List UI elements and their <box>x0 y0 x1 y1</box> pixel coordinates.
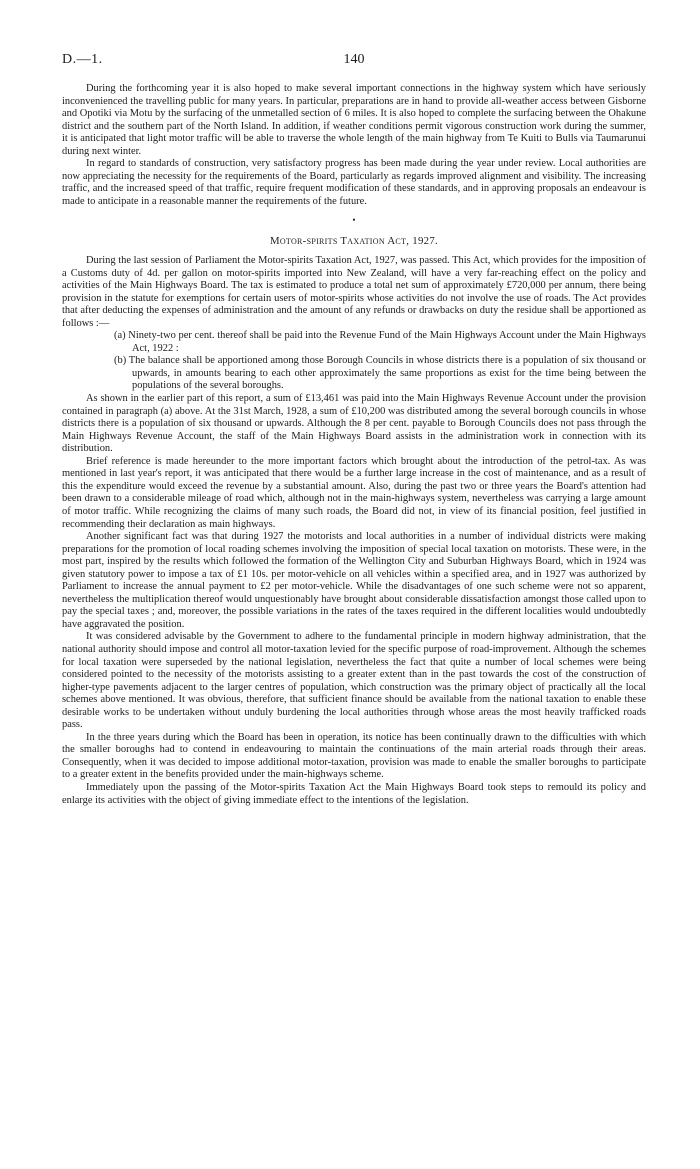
section-heading: Motor-spirits Taxation Act, 1927. <box>269 235 439 248</box>
paragraph-construction-standards: In regard to standards of construction, very satisfactory progress has been made during the year under review. Local authorities are now appreciating the necessity for the requirements of the Board, particularly as regards improved alignment and visibility. The increasing traffic, and the increased speed of that traffic, require frequent modification of these standards, and in approving proposals an endeavour is made to anticipate in a reasonable manner the requirements of the future. <box>62 158 646 207</box>
document-reference: D.—1. <box>62 52 103 67</box>
page-number: 140 <box>343 52 365 67</box>
paragraph-board-policy: Immediately upon the passing of the Motor-spirits Taxation Act the Main Highways Board took steps to remould its policy and enlarge its activities with the object of giving immediate effect to the intentions of the legislation. <box>62 781 646 806</box>
paragraph-national-principle: It was considered advisable by the Government to adhere to the fundamental principle in modern highway administration, that the national authority should impose and control all motor-taxation levied for the specific purpose of road-improvement. Although the schemes for local taxation were superseded by the national legislation, nevertheless the fact that quite a number of local schemes were being considered pointed to the necessity of the motorists assisting to a greater extent than in the past towards the cost of the construction of higher-type pavements adjacent to the larger centres of population, which construction was the primary object of practically all the local schemes above mentioned. It was obvious, therefore, that sufficient finance should be available from the national taxation to enable these desirable works to be undertaken without unduly burdening the local authorities through whose areas the most heavily trafficked roads pass. <box>62 631 646 731</box>
page-header <box>62 54 646 72</box>
paragraph-revenue-paid: As shown in the earlier part of this report, a sum of £13,461 was paid into the Main Highways Revenue Account under the provision contained in paragraph (a) above. At the 31st March, 1928, a sum of £10,200 was distributed among the several borough councils in whose districts there is a population of six thousand or upwards. Although the 8 per cent. payable to Borough Councils does not pass through the Main Highways Revenue Account, the staff of the Main Highways Board assists in the administration work in connection with its distribution. <box>62 393 646 455</box>
paragraph-act-passed: During the last session of Parliament the Motor-spirits Taxation Act, 1927, was passed. This Act, which provides for the imposition of a Customs duty of 4d. per gallon on motor-spirits imported into New Zealand, will have a very far-reaching effect on the policy and activities of the Main Highways Board. The tax is estimated to produce a total net sum of approximately £720,000 per annum, there being provision in the statute for exemptions for certain users of motor-spirits whose activities do not involve the use of roads. The Act provides that after deducting the expenses of administration and the amount of any refunds or drawbacks on duty the residue shall be apportioned as follows :— <box>62 255 646 329</box>
paragraph-highway-connections: During the forthcoming year it is also hoped to make several important connections in the highway system which have seriously inconvenienced the travelling public for many years. In particular, preparations are in hand to provide all-weather access between Gisborne and Opotiki via Motu by the surfacing of the unmetalled section of 6 miles. It is also hoped to complete the surfacing between the Ohakune district and the southern part of the North Island. In addition, if weather conditions permit vigorous construction work during the summer, it is anticipated that light motor traffic will be able to traverse the whole length of the main highway from Te Kuiti to Bulls via Taumarunui during next winter. <box>62 83 646 157</box>
paragraph-smaller-boroughs: In the three years during which the Board has been in operation, its notice has been continually drawn to the difficulties with which the smaller boroughs had to contend in endeavouring to maintain the continuations of the main arterial roads through their areas. Consequently, when it was decided to impose additional motor-taxation, provision was made to enable the smaller boroughs to participate to a greater extent in the benefits provided under the main-highways scheme. <box>62 731 646 781</box>
list-item-b: (b) The balance shall be apportioned among those Borough Councils in whose districts there is a population of six thousand or upwards, in amounts bearing to each other approximately the same proportions as exist for the time being between the populations of the several boroughs. <box>114 355 646 392</box>
paragraph-petrol-tax-factors: Brief reference is made hereunder to the more important factors which brought about the introduction of the petrol-tax. As was mentioned in last year's report, it was anticipated that there would be a further large increase in the cost of maintenance, and as a result of this the expenditure would exceed the revenue by a substantial amount. Also, during the past two or three years the Board's attention had been drawn to a considerable mileage of road which, although not in the main-highways system, nevertheless was carrying a large amount of motor traffic. While recognizing the claims of many such roads, the Board did not, in view of its financial position, feel justified in recommending their declaration as main highways. <box>62 455 646 530</box>
list-item-a: (a) Ninety-two per cent. thereof shall be paid into the Revenue Fund of the Main Highways Account under the Main Highways Act, 1922 : <box>114 330 646 354</box>
section-separator-dot: • <box>352 215 356 226</box>
page-body <box>62 83 646 807</box>
paragraph-local-taxation: Another significant fact was that during 1927 the motorists and local authorities in a number of individual districts were making preparations for the promotion of local roading schemes involving the imposition of special local taxation on motorists. These were, in the most part, inspired by the results which followed the formation of the Wellington City and Suburban Highways Board, which in 1924 was given statutory power to impose a tax of £1 10s. per motor-vehicle on all vehicles within a specified area, and in 1927 was authorized by Parliament to increase the annual payment to £2 per motor-vehicle. While the disadvantages of one such scheme were not so apparent, nevertheless the multiplication thereof would unquestionably have brought about considerable dissatisfaction amongst those called upon to pay the special taxes ; and, moreover, the possible variations in the rates of the taxes required in the different localities would undoubtedly have aggravated the position. <box>62 531 646 630</box>
